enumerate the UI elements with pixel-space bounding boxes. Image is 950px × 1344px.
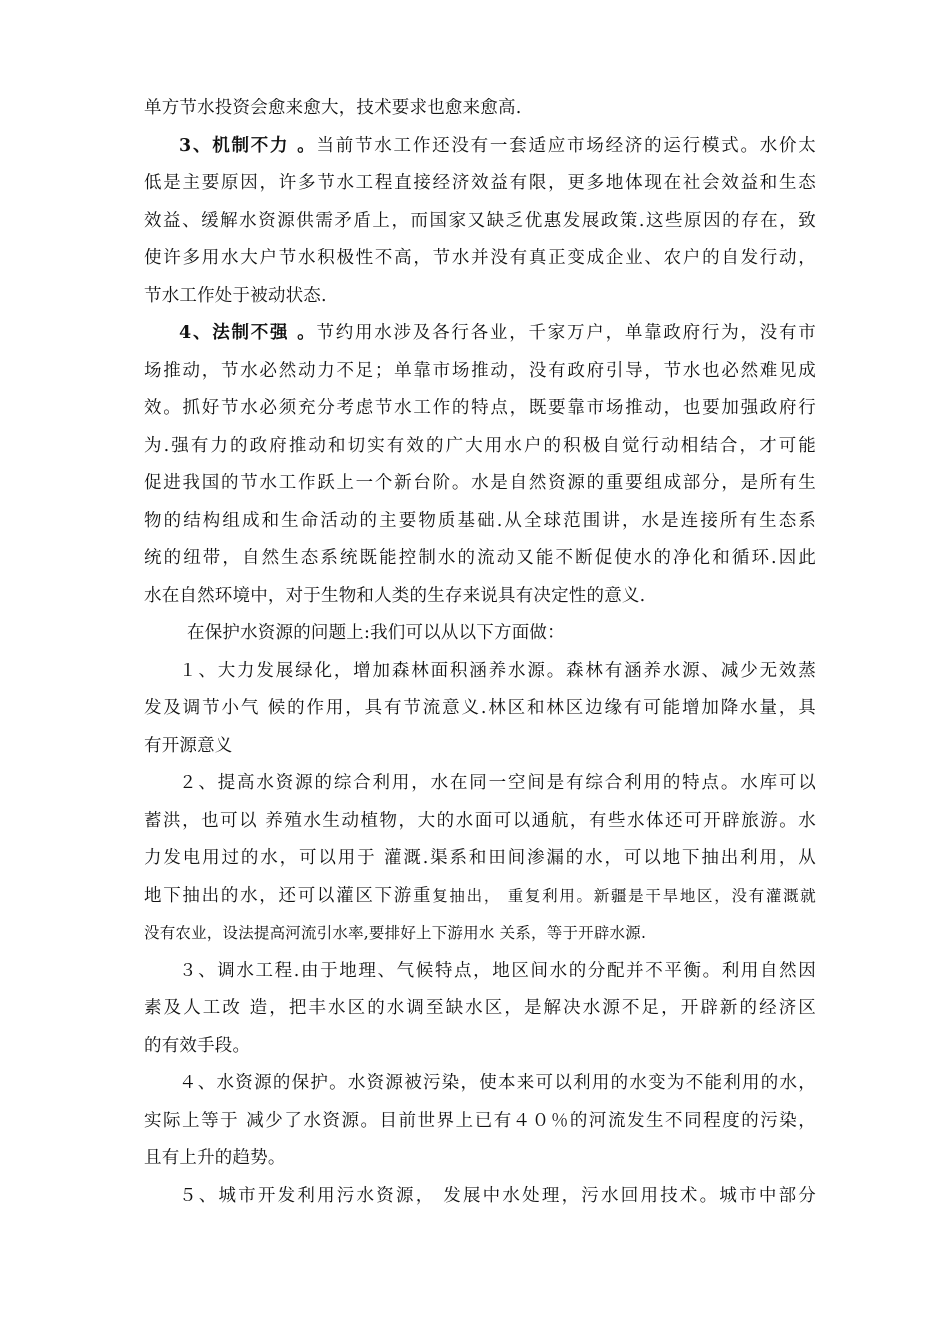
- text-line: 效。抓好节水必须充分考虑节水工作的特点，既要靠市场推动，也要加强政府行: [144, 398, 816, 418]
- text-line: 场推动，节水必然动力不足；单靠市场推动，没有政府引导，节水也必然难见成: [144, 360, 816, 381]
- document-page: [144, 90, 816, 1215]
- text-line: 节水工作处于被动状态.: [144, 285, 327, 306]
- text-line: 且有上升的趋势。: [144, 1148, 286, 1168]
- text-span: 节约用水涉及各行各业，千家万户，单靠政府行为，没有市: [316, 323, 817, 343]
- text-line: 发及调节小气 候的作用，具有节流意义.林区和林区边缘有可能增加降水量，具: [144, 698, 816, 718]
- text-line: 统的纽带，自然生态系统既能控制水的流动又能不断促使水的净化和循环.因此: [144, 548, 816, 568]
- text-line: 蓄洪，也可以 养殖水生动植物，大的水面可以通航，有些水体还可开辟旅游。水: [144, 810, 816, 831]
- list-item-1: １、大力发展绿化，增加森林面积涵养水源。森林有涵养水源、减少无效蒸: [179, 660, 816, 681]
- text-span-small: 复抽出， 重复利用。新疆是干旱地区，没有灌溉就: [432, 886, 817, 905]
- paragraph-law-start: [144, 315, 816, 353]
- text-line-mixed: [144, 878, 816, 916]
- list-item-3: ３、调水工程.由于地理、气候特点，地区间水的分配并不平衡。利用自然因: [179, 960, 816, 981]
- text-line: 单方节水投资会愈来愈大，技术要求也愈来愈高.: [144, 98, 522, 118]
- heading-law: 4、法制不强 。: [179, 323, 317, 343]
- text-line: 为.强有力的政府推动和切实有效的广大用水户的积极自觉行动相结合，才可能: [144, 435, 816, 456]
- text-line: 实际上等于 减少了水资源。目前世界上已有４０％的河流发生不同程度的污染，: [144, 1110, 816, 1131]
- paragraph-mechanism-start: [144, 128, 816, 166]
- text-line: 力发电用过的水，可以用于 灌溉.渠系和田间渗漏的水，可以地下抽出利用，从: [144, 848, 816, 868]
- list-item-5: ５、城市开发利用污水资源， 发展中水处理，污水回用技术。城市中部分: [179, 1185, 816, 1206]
- text-line: 使许多用水大户节水积极性不高，节水并没有真正变成企业、农户的自发行动，: [144, 248, 816, 268]
- text-line: 水在自然环境中，对于生物和人类的生存来说具有决定性的意义.: [144, 585, 646, 606]
- text-span: 地下抽出的水，还可以灌区下游重: [144, 885, 433, 906]
- text-span: 当前节水工作还没有一套适应市场经济的运行模式。水价太: [316, 135, 817, 156]
- text-line: 素及人工改 造，把丰水区的水调至缺水区，是解决水源不足，开辟新的经济区: [144, 998, 816, 1018]
- text-line: 物的结构组成和生命活动的主要物质基础.从全球范围讲，水是连接所有生态系: [144, 510, 816, 531]
- text-line: 有开源意义: [144, 735, 233, 756]
- text-line: 低是主要原因，许多节水工程直接经济效益有限，更多地体现在社会效益和生态: [144, 173, 816, 193]
- list-item-2: ２、提高水资源的综合利用，水在同一空间是有综合利用的特点。水库可以: [179, 773, 816, 793]
- text-line: 的有效手段。: [144, 1035, 251, 1056]
- heading-mechanism: 3、机制不力 。: [179, 135, 317, 156]
- text-line: 效益、缓解水资源供需矛盾上，而国家又缺乏优惠发展政策.这些原因的存在，致: [144, 210, 816, 231]
- text-line-small: 没有农业，设法提高河流引水率,要排好上下游用水 关系，等于开辟水源.: [144, 924, 647, 942]
- text-line: 促进我国的节水工作跃上一个新台阶。水是自然资源的重要组成部分，是所有生: [144, 473, 816, 493]
- section-intro: 在保护水资源的问题上:我们可以从以下方面做：: [187, 623, 565, 643]
- list-item-4: ４、水资源的保护。水资源被污染，使本来可以利用的水变为不能利用的水，: [179, 1073, 816, 1093]
